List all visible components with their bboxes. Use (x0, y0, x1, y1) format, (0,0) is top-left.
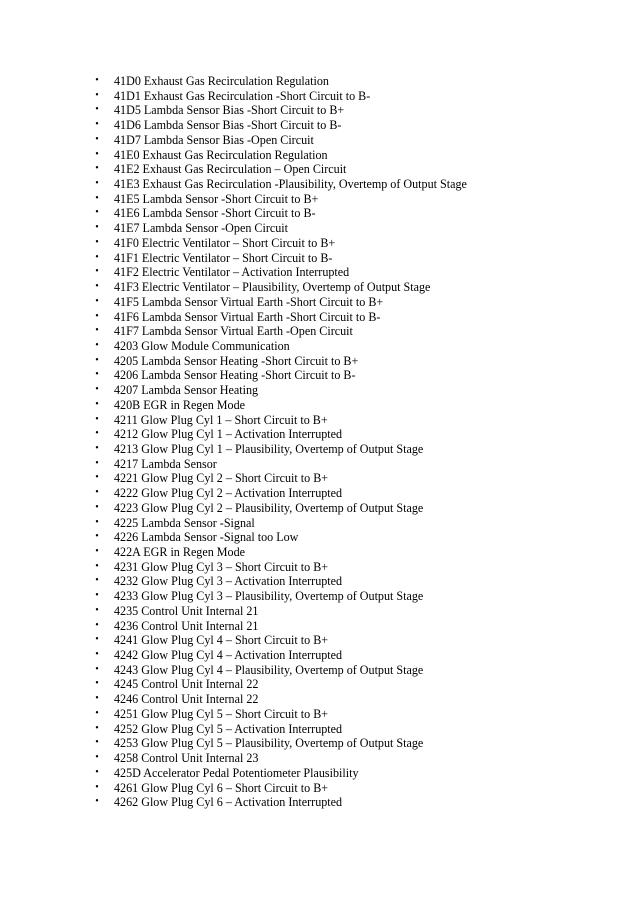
list-item (92, 574, 467, 589)
bullet-icon: • (95, 339, 99, 351)
fault-code-text: 4242 Glow Plug Cyl 4 – Activation Interrupted (114, 648, 343, 663)
bullet-icon: • (95, 222, 99, 234)
bullet-icon: • (95, 428, 99, 440)
fault-code-text: 4245 Control Unit Internal 22 (114, 677, 259, 692)
list-item (92, 221, 467, 236)
list-item (92, 427, 467, 442)
fault-code-text: 41D6 Lambda Sensor Bias -Short Circuit to B- (114, 118, 342, 133)
list-item (92, 103, 467, 118)
fault-code-text: 4206 Lambda Sensor Heating -Short Circuit to B- (114, 368, 356, 383)
fault-code-text: 4225 Lambda Sensor -Signal (114, 515, 255, 530)
bullet-icon: • (95, 590, 99, 602)
list-item (92, 530, 467, 545)
list-item (92, 192, 467, 207)
fault-code-text: 41F5 Lambda Sensor Virtual Earth -Short Circuit to B+ (114, 294, 384, 309)
bullet-icon: • (95, 251, 99, 263)
list-item (92, 677, 467, 692)
fault-code-text: 41D7 Lambda Sensor Bias -Open Circuit (114, 132, 314, 147)
list-item (92, 118, 467, 133)
bullet-icon: • (95, 325, 99, 337)
bullet-icon: • (95, 663, 99, 675)
list-item (92, 457, 467, 472)
fault-code-text: 4207 Lambda Sensor Heating (114, 383, 259, 398)
bullet-icon: • (95, 163, 99, 175)
fault-code-text: 4223 Glow Plug Cyl 2 – Plausibility, Overtemp of Output Stage (114, 500, 424, 515)
fault-code-text: 4212 Glow Plug Cyl 1 – Activation Interrupted (114, 427, 343, 442)
bullet-icon: • (95, 369, 99, 381)
list-item (92, 162, 467, 177)
fault-code-text: 41F6 Lambda Sensor Virtual Earth -Short Circuit to B- (114, 309, 381, 324)
fault-code-text: 4261 Glow Plug Cyl 6 – Short Circuit to B+ (114, 780, 329, 795)
fault-code-text: 4253 Glow Plug Cyl 5 – Plausibility, Overtemp of Output Stage (114, 736, 424, 751)
bullet-icon: • (95, 619, 99, 631)
list-item (92, 781, 467, 796)
fault-code-text: 420B EGR in Regen Mode (114, 397, 246, 412)
fault-code-text: 41E2 Exhaust Gas Recirculation – Open Circuit (114, 162, 347, 177)
list-item (92, 295, 467, 310)
fault-code-text: 4203 Glow Module Communication (114, 338, 290, 353)
fault-code-text: 4226 Lambda Sensor -Signal too Low (114, 530, 299, 545)
fault-code-text: 4251 Glow Plug Cyl 5 – Short Circuit to B+ (114, 706, 329, 721)
list-item (92, 236, 467, 251)
fault-code-text: 41F3 Electric Ventilator – Plausibility, Overtemp of Output Stage (114, 280, 431, 295)
bullet-icon: • (95, 546, 99, 557)
list-item (92, 486, 467, 501)
list-item (92, 560, 467, 575)
bullet-icon: • (95, 531, 99, 543)
fault-code-text: 4213 Glow Plug Cyl 1 – Plausibility, Overtemp of Output Stage (114, 441, 424, 456)
bullet-icon: • (95, 560, 99, 572)
bullet-icon: • (95, 781, 99, 793)
bullet-icon: • (95, 766, 99, 778)
list-item (92, 648, 467, 663)
fault-code-text: 41D5 Lambda Sensor Bias -Short Circuit to B+ (114, 103, 345, 118)
bullet-icon: • (95, 398, 99, 410)
list-item (92, 663, 467, 678)
bullet-icon: • (95, 266, 99, 278)
list-item (92, 471, 467, 486)
list-item (92, 251, 467, 266)
fault-code-text: 41E6 Lambda Sensor -Short Circuit to B- (114, 206, 316, 221)
bullet-icon: • (95, 89, 99, 101)
bullet-icon: • (95, 472, 99, 484)
bullet-icon: • (95, 75, 99, 86)
fault-code-text: 41D0 Exhaust Gas Recirculation Regulation (114, 74, 329, 88)
fault-code-text: 41F0 Electric Ventilator – Short Circuit to B+ (114, 235, 336, 250)
fault-code-text: 41E7 Lambda Sensor -Open Circuit (114, 221, 288, 236)
list-item (92, 413, 467, 428)
fault-code-text: 4222 Glow Plug Cyl 2 – Activation Interrupted (114, 486, 343, 501)
bullet-icon: • (95, 442, 99, 454)
list-item (92, 354, 467, 369)
bullet-icon: • (95, 178, 99, 190)
bullet-icon: • (95, 192, 99, 204)
bullet-icon: • (95, 104, 99, 116)
list-item (92, 383, 467, 398)
list-item (92, 722, 467, 737)
fault-code-text: 4236 Control Unit Internal 21 (114, 618, 259, 633)
bullet-icon: • (95, 752, 99, 764)
list-item (92, 604, 467, 619)
bullet-icon: • (95, 634, 99, 646)
fault-code-text: 4211 Glow Plug Cyl 1 – Short Circuit to B+ (114, 412, 328, 427)
list-item (92, 766, 467, 781)
list-item (92, 206, 467, 221)
fault-code-text: 41E3 Exhaust Gas Recirculation -Plausibility, Overtemp of Output Stage (114, 177, 467, 192)
list-item (92, 398, 467, 413)
list-item (92, 516, 467, 531)
fault-code-text: 422A EGR in Regen Mode (114, 545, 246, 559)
fault-code-text: 4241 Glow Plug Cyl 4 – Short Circuit to B+ (114, 633, 329, 648)
list-item (92, 545, 467, 560)
bullet-icon: • (95, 310, 99, 322)
fault-code-text: 4243 Glow Plug Cyl 4 – Plausibility, Overtemp of Output Stage (114, 662, 424, 677)
fault-code-text: 4221 Glow Plug Cyl 2 – Short Circuit to B+ (114, 471, 329, 486)
list-item (92, 501, 467, 516)
bullet-icon: • (95, 295, 99, 307)
list-item (92, 368, 467, 383)
bullet-icon: • (95, 236, 99, 248)
list-item (92, 148, 467, 163)
fault-code-text: 41E0 Exhaust Gas Recirculation Regulation (114, 147, 328, 162)
fault-code-text: 4262 Glow Plug Cyl 6 – Activation Interrupted (114, 795, 343, 810)
fault-code-text: 4258 Control Unit Internal 23 (114, 751, 259, 766)
list-item (92, 339, 467, 354)
list-item (92, 589, 467, 604)
fault-code-list (92, 74, 467, 810)
bullet-icon: • (95, 281, 99, 293)
bullet-icon: • (95, 133, 99, 145)
bullet-icon: • (95, 796, 99, 808)
fault-code-text: 41F7 Lambda Sensor Virtual Earth -Open Circuit (114, 324, 353, 339)
list-item (92, 707, 467, 722)
fault-code-text: 4235 Control Unit Internal 21 (114, 603, 259, 618)
list-item (92, 751, 467, 766)
fault-code-text: 41F2 Electric Ventilator – Activation Interrupted (114, 265, 350, 280)
bullet-icon: • (95, 693, 99, 705)
bullet-icon: • (95, 678, 99, 690)
bullet-icon: • (95, 119, 99, 131)
bullet-icon: • (95, 604, 99, 616)
fault-code-text: 41D1 Exhaust Gas Recirculation -Short Circuit to B- (114, 88, 371, 103)
list-item (92, 442, 467, 457)
bullet-icon: • (95, 575, 99, 587)
list-item (92, 736, 467, 751)
fault-code-text: 4232 Glow Plug Cyl 3 – Activation Interrupted (114, 574, 343, 589)
list-item (92, 324, 467, 339)
fault-code-text: 425D Accelerator Pedal Potentiometer Plausibility (114, 765, 359, 780)
list-item (92, 619, 467, 634)
bullet-icon: • (95, 148, 99, 160)
fault-code-text: 4217 Lambda Sensor (114, 456, 217, 471)
bullet-icon: • (95, 722, 99, 734)
list-item (92, 265, 467, 280)
fault-code-text: 41E5 Lambda Sensor -Short Circuit to B+ (114, 191, 319, 206)
list-item (92, 280, 467, 295)
fault-code-text: 4233 Glow Plug Cyl 3 – Plausibility, Overtemp of Output Stage (114, 589, 424, 604)
bullet-icon: • (95, 487, 99, 499)
bullet-icon: • (95, 457, 99, 469)
bullet-icon: • (95, 354, 99, 366)
list-item (92, 177, 467, 192)
fault-code-text: 4252 Glow Plug Cyl 5 – Activation Interrupted (114, 721, 343, 736)
bullet-icon: • (95, 516, 99, 528)
bullet-icon: • (95, 384, 99, 396)
bullet-icon: • (95, 413, 99, 425)
list-item (92, 89, 467, 104)
fault-code-text: 41F1 Electric Ventilator – Short Circuit to B- (114, 250, 333, 265)
bullet-icon: • (95, 737, 99, 749)
list-item (92, 310, 467, 325)
bullet-icon: • (95, 707, 99, 719)
list-item (92, 692, 467, 707)
fault-code-text: 4246 Control Unit Internal 22 (114, 692, 259, 707)
list-item (92, 633, 467, 648)
bullet-icon: • (95, 207, 99, 219)
list-item (92, 795, 467, 810)
bullet-icon: • (95, 501, 99, 513)
fault-code-text: 4205 Lambda Sensor Heating -Short Circuit to B+ (114, 353, 359, 368)
bullet-icon: • (95, 649, 99, 661)
list-item (92, 133, 467, 148)
list-item (92, 74, 467, 89)
fault-code-text: 4231 Glow Plug Cyl 3 – Short Circuit to B+ (114, 559, 329, 574)
